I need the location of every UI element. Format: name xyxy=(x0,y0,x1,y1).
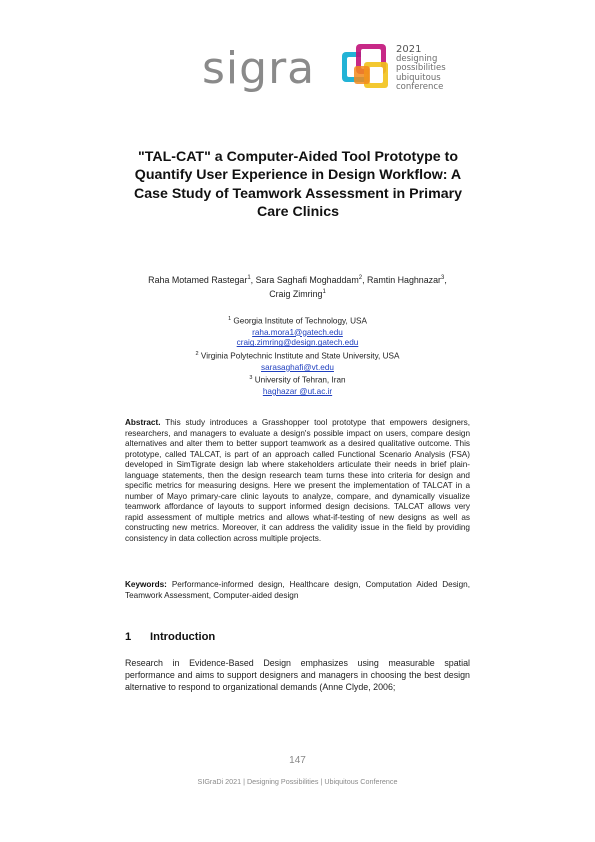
email-link[interactable]: craig.zimring@design.gatech.edu xyxy=(236,338,359,348)
affiliation-institution: University of Tehran, Iran xyxy=(254,376,346,386)
section-number: 1 xyxy=(125,631,132,643)
logo-tagline xyxy=(396,45,490,93)
affiliation-sup: 2 xyxy=(195,351,199,358)
affiliation-institution: Georgia Institute of Technology, USA xyxy=(233,316,367,326)
author-name: Sara Saghafi Moghaddam xyxy=(255,274,359,285)
author-sup: 1 xyxy=(322,288,326,295)
affiliation-1 xyxy=(150,314,445,349)
section-title: Introduction xyxy=(150,631,216,643)
affiliation-sup: 3 xyxy=(249,375,253,382)
logo-wordmark: sigra xyxy=(202,43,316,94)
affiliation-institution: Virginia Polytechnic Institute and State University, USA xyxy=(200,351,400,361)
affiliation-list xyxy=(150,314,445,398)
affiliation-2 xyxy=(150,349,445,373)
email-link[interactable]: sarasaghafi@vt.edu xyxy=(261,362,334,372)
keywords-text: Performance-informed design, Healthcare design, Computation Aided Design, Teamwork Assessment, Computer-aided design xyxy=(125,580,470,600)
keywords xyxy=(125,580,470,601)
keywords-label: Keywords: xyxy=(125,580,167,589)
conference-logo xyxy=(200,38,490,100)
intro-paragraph: Research in Evidence-Based Design emphasizes using measurable spatial performance and aims to support designers and managers in choosing the best design alternative to respond to organizational demands (Anne Clyde, 2006; xyxy=(125,658,470,692)
author-list: Raha Motamed Rastegar$^1$, Sara Saghafi Moghaddam$^2$, Ramtin Haghnazar$^3$, Craig Zimring$^1$ xyxy=(148,274,447,299)
section-heading xyxy=(125,631,215,643)
author-sup: 1 xyxy=(247,275,251,281)
page-footer: SIGraDi 2021 | Designing Possibilities | Ubiquitous Conference xyxy=(197,777,398,786)
email-link[interactable]: raha.mora1@gatech.edu xyxy=(252,327,343,337)
author-name: Craig Zimring xyxy=(269,288,323,299)
author-sup: 2 xyxy=(358,275,363,281)
email-link[interactable]: haghazar @ut.ac.ir xyxy=(262,386,333,396)
abstract-label: Abstract. xyxy=(125,418,161,427)
author-name: Ramtin Haghnazar xyxy=(367,274,442,285)
logo-line-ubiquitous: ubiquitous conference xyxy=(396,72,444,93)
author-name: Raha Motamed Rastegar xyxy=(148,274,248,285)
affiliation-sup: 1 xyxy=(228,316,232,322)
affiliation-3 xyxy=(150,373,445,397)
logo-year: 2021 xyxy=(396,44,422,55)
abstract-text: This study introduces a Grasshopper tool prototype that empowers designers, researchers, and managers to evaluate a design's possible impact on users, compare design alternatives and alter them to better support teamwork as a desired qualitative outcome. This prototype, called TALCAT, is part of an approach called Functional Scenario Analysis (FSA) developed in SimTigrate design lab where stakeholders articulate their needs in brief plain-language statements, then the design research team turns these into criteria for design and specific metrics for measuring designs. Here we present the implementation of TALCAT in a number of Mayo primary-care clinic layouts to analyze, compare, and dynamically visualize teamwork affordance of layouts to support informed design decisions. TALCAT allows very rapid assessment of multiple metrics and allows what-if-testing of new designs as well as constructing new metrics. Moreover, it can address the validity issue in the field by providing consistency in data collection across multiple projects. xyxy=(125,418,470,543)
paper-title: "TAL-CAT" a Computer-Aided Tool Prototype to Quantify User Experience in Design Workflow: A Case Study of Teamwork Assessment in Primary Care Clinics xyxy=(133,149,462,220)
logo-line-possibilities: possibilities xyxy=(396,63,446,74)
abstract xyxy=(125,418,470,544)
author-sup: 3 xyxy=(441,275,445,281)
logo-line-designing: designing xyxy=(396,53,438,64)
page-number: 147 xyxy=(289,755,306,766)
logo-di-mark-icon xyxy=(342,42,390,92)
